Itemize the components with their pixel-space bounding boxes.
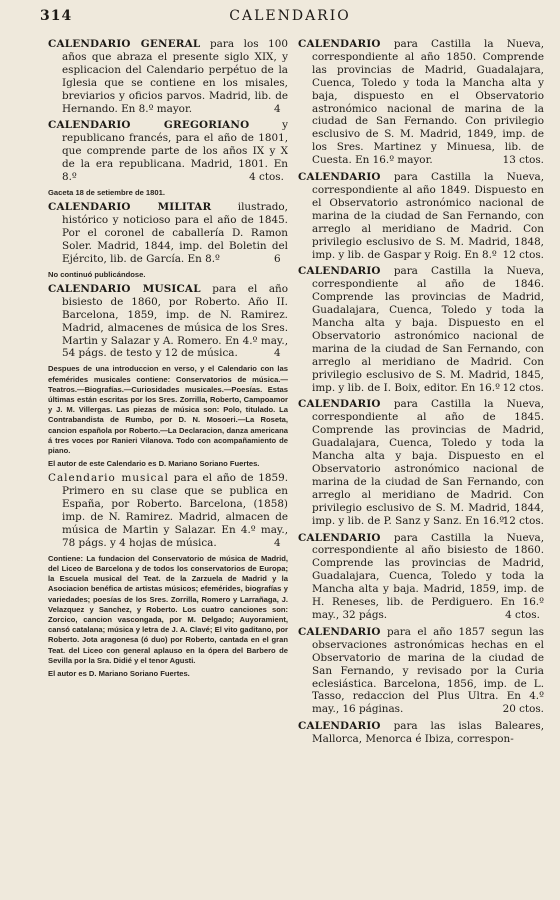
page-number: 314 bbox=[40, 8, 73, 24]
entry-text: para Castilla la Nueva, correspondiente al año 1850. Comprende las provincias de Madrid, Guadalajara, Cuenca, Toledo y toda la Mancha alta y baja, dispuesto en el Observatorio astronómico nacional de marina de la ciudad de San Fernando. Con privilegio esclusivo de S. M. Madrid, 1849, imp. de los Sres. Martinez y Minuesa, lib. de Cuesta. En 16.º mayor. bbox=[312, 38, 544, 167]
entry-price: 4 ctos. bbox=[505, 608, 540, 621]
entry-headword: CALENDARIO bbox=[298, 171, 381, 184]
entry-text: para las islas Baleares, Mallorca, Menorca é Ibiza, correspon- bbox=[312, 720, 544, 746]
catalog-entry bbox=[48, 119, 288, 184]
entry-note: No continuó publicándose. bbox=[48, 269, 146, 279]
entry-text: para el año 1857 segun las observaciones astronómicas hechas en el Observatorio de marina de la ciudad de San Fernando, y revisado por la Curia eclesiástica. Barcelona, 1856, imp. de L. Tasso, redaccion del Plus Ultra. En 4.º may., 16 páginas. bbox=[312, 625, 544, 716]
entry-headword: CALENDARIO bbox=[298, 531, 381, 544]
entry-text: y republicano francés, para el año de 1801, que comprende parte de los años IX y X de la era republicana. Madrid, 1801. En 8.º bbox=[62, 119, 288, 184]
entry-headword: Calendario musical bbox=[48, 472, 170, 485]
entry-headword: CALENDARIO bbox=[298, 625, 381, 638]
entry-note: El autor de este Calendario es D. Mariano Soriano Fuertes. bbox=[48, 459, 260, 469]
catalog-entry bbox=[298, 38, 544, 167]
entry-text: para Castilla la Nueva, correspondiente al año de 1846. Comprende las provincias de Madrid, Guadalajara, Cuenca, Toledo y toda la Mancha alta y baja. Dispuesto en el Observatorio astronómico nacional de marina de la ciudad de San Fernando, con arreglo al meridiano de Madrid. Con privilegio esclusivo de S. M. Madrid, 1845, imp. y lib. de I. Boix, editor. En 16.º bbox=[312, 265, 544, 394]
catalog-entry bbox=[298, 398, 544, 527]
catalog-entry: Calendario musical para el año de 1859. Primero en su clase que se publica en España, por Roberto. Barcelona, (1858) imp. de N. Ramirez. Madrid, almacen de música de Martin y Salazar. En 4.º may., 78 págs. y 4 hojas de música. 4 bbox=[48, 472, 289, 549]
entry-price: 12 ctos. bbox=[502, 514, 544, 527]
entry-note: Despues de una introduccion en verso, y el Calendario con las efemérides musicales contiene: Conservatorios de música.—Teatros.—Biografías.—Curiosidades musicales.—Poesías. Estas últimas están escritas por los Sres. Zorrilla, Roberto, Campoamor y J. M. Villergas. Las piezas de música son: Polo, titulado. La Contrabandista de Rumbo, por D. N. Mosoeri.—La Roseta, cancion española por Roberto.—La Declaracion, danza americana á tres voces por Ranieri Vilanova. Todo con acompañamiento de piano. bbox=[48, 364, 288, 455]
entry-text: para los 100 años que abraza el presente siglo XIX, y esplicacion del Calendario perpétuo de la Iglesia que se contiene en los misales, breviarios y oficios parvos. Madrid, lib. de Hernando. En 8.º mayor. bbox=[62, 38, 288, 115]
catalog-entry bbox=[298, 265, 544, 394]
entry-headword: CALENDARIO MILITAR bbox=[48, 201, 212, 214]
catalog-entry bbox=[298, 626, 544, 716]
catalog-entry: CALENDARIO MUSICAL para el año bisiesto de 1860, por Roberto. Año II. Barcelona, 1859, imp. de N. Ramirez. Madrid, almacenes de música de los Sres. Martin y Salazar y A. Romero. En 4.º may., 54 págs. de testo y 12 de música. 4 bbox=[48, 282, 288, 360]
entry-note: Gaceta 18 de setiembre de 1801. bbox=[48, 187, 165, 197]
entry-text: para Castilla la Nueva, correspondiente al año de 1845. Comprende las provincias de Madrid, Guadalajara, Cuenca, Toledo y toda la Mancha alta y baja. Dispuesto en el Observatorio astronómico nacional de marina de la ciudad de San Fernando, con arreglo al meridiano de Madrid. Con privilegio esclusivo de S. M. Madrid, 1844, imp. y lib. de P. Sanz y Sanz. En 16.º bbox=[312, 398, 544, 527]
catalog-entry: CALENDARIO GENERAL para los 100 años que abraza el presente siglo XIX, y esplicacion del Calendario perpétuo de la Iglesia que se contiene en los misales, breviarios y oficios parvos. Madrid, lib. de Hernando. En 8.º mayor. 4 bbox=[48, 38, 288, 115]
entry-headword: CALENDARIO bbox=[298, 265, 381, 278]
entry-text: para el año de 1859. Primero en su clase que se publica en España, por Roberto. Barcelona, (1858) imp. de N. Ramirez. Madrid, almacen de música de Martin y Salazar. En 4.º may., 78 págs. y 4 hojas de música. bbox=[62, 472, 289, 549]
entry-text: ilustrado, histórico y noticioso para el año de 1845. Por el coronel de caballería D. Ramon Soler. Madrid, 1844, imp. del Boletin del Ejército, lib. de García. En 8.º bbox=[62, 201, 288, 265]
entry-text: para el año bisiesto de 1860, por Roberto. Año II. Barcelona, 1859, imp. de N. Ramirez. Madrid, almacenes de música de los Sres. Martin y Salazar y A. Romero. En 4.º may., 54 págs. de testo y 12 de música. bbox=[62, 282, 288, 360]
entry-headword: CALENDARIO MUSICAL bbox=[48, 282, 201, 295]
entry-headword: CALENDARIO bbox=[298, 398, 381, 411]
catalog-entry bbox=[298, 532, 544, 622]
catalog-entry: CALENDARIO MILITAR ilustrado, histórico y noticioso para el año de 1845. Por el coronel de caballería D. Ramon Soler. Madrid, 1844, imp. del Boletin del Ejército, lib. de García. En 8.º 6 bbox=[48, 201, 288, 265]
entry-headword: CALENDARIO GENERAL bbox=[48, 38, 201, 50]
entry-note: El autor es D. Mariano Soriano Fuertes. bbox=[48, 669, 190, 679]
entry-price: 12 ctos. bbox=[502, 381, 544, 394]
page-header bbox=[40, 8, 540, 32]
right-column bbox=[298, 38, 544, 750]
running-title: CALENDARIO bbox=[229, 8, 351, 24]
entry-text: para Castilla la Nueva, correspondiente al año bisiesto de 1860. Comprende las provincias de Madrid, Guadalajara, Cuenca, Toledo y toda la Mancha alta y baja. Madrid, 1859, imp. de H. Reneses, lib. de Perdiguero. En 16.º may., 32 págs. bbox=[312, 531, 544, 621]
entry-headword: CALENDARIO bbox=[298, 38, 381, 50]
entry-price: 12 ctos. bbox=[502, 248, 544, 261]
catalog-entry bbox=[298, 720, 544, 746]
entry-headword: CALENDARIO GREGORIANO bbox=[48, 119, 250, 132]
entry-price: 13 ctos. bbox=[502, 154, 544, 167]
entry-text: para Castilla la Nueva, correspondiente al año 1849. Dispuesto en el Observatorio astronómico nacional de marina de la ciudad de San Fernando, con arreglo al meridiano de Madrid. Con privilegio esclusivo de S. M. Madrid, 1848, imp. y lib. de Gaspar y Roig. En 8.º bbox=[312, 171, 544, 261]
entry-price: 4 ctos. bbox=[249, 171, 284, 184]
left-column bbox=[48, 38, 288, 682]
entry-price: 20 ctos. bbox=[502, 703, 544, 716]
entry-headword: CALENDARIO bbox=[298, 720, 381, 733]
catalog-entry bbox=[298, 171, 544, 261]
entry-note: Contiene: La fundacion del Conservatorio de música de Madrid, del Liceo de Barcelona y de todos los conservatorios de Europa; la Escuela musical del Teat. de la Zarzuela de Madrid y la Asociacion benéfica de artistas músicos; efemérides, biografías y variedades; poesías de los Sres. Zorrilla, Romero y Larrañaga, J. Velazquez y Sanchez, y Roberto. Los cuatro canciones son: Zorcico, cancion vascongada, por M. Delgado; Auyoramient, cansó catalana; música y letra de J. A. Clavé; El vito gaditano, por Roberto. Jota aragonesa (ó duo) por Roberto, cantada en el gran Teat. del Liceo con general aplauso en la ópera del Barbero de Sevilla por la Sra. Didié y el tenor Agusti. bbox=[48, 553, 288, 665]
